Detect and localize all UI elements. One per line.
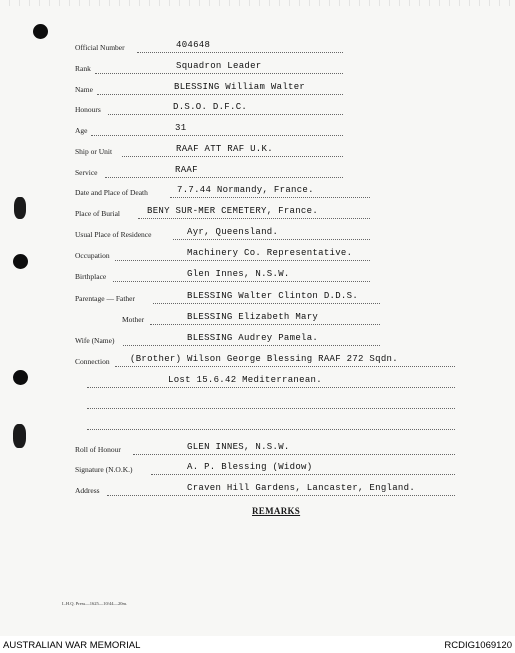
- mother-row: [75, 312, 385, 326]
- official-number-label: Official Number: [75, 43, 125, 52]
- connection-row: [75, 354, 455, 368]
- dotted-line: [170, 197, 370, 198]
- dotted-line: [173, 239, 370, 240]
- dotted-line: [137, 52, 343, 53]
- dotted-line: [87, 408, 455, 409]
- dotted-line: [150, 324, 380, 325]
- rank-label: Rank: [75, 64, 91, 73]
- mother-value: BLESSING Elizabeth Mary: [187, 312, 319, 322]
- occupation-value: Machinery Co. Representative.: [187, 248, 353, 258]
- father-label: Parentage — Father: [75, 294, 135, 303]
- signature-label: Signature (N.O.K.): [75, 465, 133, 474]
- dotted-line: [115, 260, 370, 261]
- service-row: [75, 165, 355, 179]
- dotted-line: [107, 495, 455, 496]
- burial-label: Place of Burial: [75, 209, 120, 218]
- dotted-line: [105, 177, 343, 178]
- connection-row-2: [75, 375, 455, 389]
- roll-row: [75, 442, 455, 456]
- wife-label: Wife (Name): [75, 336, 115, 345]
- rank-row: [75, 61, 355, 75]
- residence-row: [75, 227, 375, 241]
- honours-value: D.S.O. D.F.C.: [173, 102, 248, 112]
- burial-value: BENY SUR-MER CEMETERY, France.: [147, 206, 319, 216]
- dotted-line: [91, 135, 343, 136]
- footer-record-id: RCDIG1069120: [444, 640, 512, 651]
- signature-row: [75, 462, 455, 476]
- service-value: RAAF: [175, 165, 198, 175]
- dotted-line: [151, 474, 455, 475]
- scan-smudge: [14, 197, 26, 219]
- connection-label: Connection: [75, 357, 110, 366]
- address-label: Address: [75, 486, 100, 495]
- age-row: [75, 123, 355, 137]
- honours-row: [75, 102, 355, 116]
- name-row: [75, 82, 355, 96]
- footer-archive-name: AUSTRALIAN WAR MEMORIAL: [3, 640, 141, 651]
- ship-unit-value: RAAF ATT RAF U.K.: [176, 144, 273, 154]
- dotted-line: [115, 366, 455, 367]
- ship-unit-row: [75, 144, 355, 158]
- death-label: Date and Place of Death: [75, 188, 148, 197]
- dotted-line: [108, 114, 343, 115]
- residence-value: Ayr, Queensland.: [187, 227, 279, 237]
- father-row: [75, 291, 385, 305]
- printer-note: L.H.Q. Press—1625—10/44—20m.: [62, 601, 128, 606]
- occupation-row: [75, 248, 375, 262]
- scan-noise: [0, 0, 515, 6]
- official-number-value: 404648: [176, 40, 211, 50]
- wife-row: [75, 333, 385, 347]
- connection-value-2: Lost 15.6.42 Mediterranean.: [168, 375, 322, 385]
- name-label: Name: [75, 85, 93, 94]
- birthplace-row: [75, 269, 375, 283]
- dotted-line: [95, 73, 343, 74]
- blank-row: [75, 417, 455, 431]
- blank-row: [75, 396, 455, 410]
- birthplace-label: Birthplace: [75, 272, 107, 281]
- dotted-line: [153, 303, 380, 304]
- dotted-line: [113, 281, 370, 282]
- burial-row: [75, 206, 375, 220]
- signature-value: A. P. Blessing (Widow): [187, 462, 313, 472]
- service-label: Service: [75, 168, 98, 177]
- occupation-label: Occupation: [75, 251, 110, 260]
- remarks-heading: REMARKS: [252, 506, 301, 516]
- honours-label: Honours: [75, 105, 101, 114]
- address-row: [75, 483, 455, 497]
- wife-value: BLESSING Audrey Pamela.: [187, 333, 319, 343]
- death-value: 7.7.44 Normandy, France.: [177, 185, 314, 195]
- name-value: BLESSING William Walter: [174, 82, 306, 92]
- dotted-line: [87, 387, 455, 388]
- connection-value: (Brother) Wilson George Blessing RAAF 272 Sqdn.: [130, 354, 398, 364]
- age-value: 31: [175, 123, 187, 133]
- mother-label: Mother: [122, 315, 145, 324]
- birthplace-value: Glen Innes, N.S.W.: [187, 269, 290, 279]
- punch-hole: [33, 24, 48, 39]
- punch-hole: [13, 254, 28, 269]
- death-row: [75, 185, 375, 199]
- dotted-line: [97, 94, 343, 95]
- dotted-line: [87, 429, 455, 430]
- dotted-line: [123, 345, 380, 346]
- address-value: Craven Hill Gardens, Lancaster, England.: [187, 483, 416, 493]
- father-value: BLESSING Walter Clinton D.D.S.: [187, 291, 359, 301]
- rank-value: Squadron Leader: [176, 61, 262, 71]
- ship-unit-label: Ship or Unit: [75, 147, 113, 156]
- official-number-row: [75, 40, 355, 54]
- roll-label: Roll of Honour: [75, 445, 121, 454]
- dotted-line: [122, 156, 343, 157]
- scan-smudge: [13, 424, 26, 448]
- dotted-line: [133, 454, 455, 455]
- age-label: Age: [75, 126, 88, 135]
- residence-label: Usual Place of Residence: [75, 230, 152, 239]
- dotted-line: [138, 218, 370, 219]
- roll-value: GLEN INNES, N.S.W.: [187, 442, 290, 452]
- punch-hole: [13, 370, 28, 385]
